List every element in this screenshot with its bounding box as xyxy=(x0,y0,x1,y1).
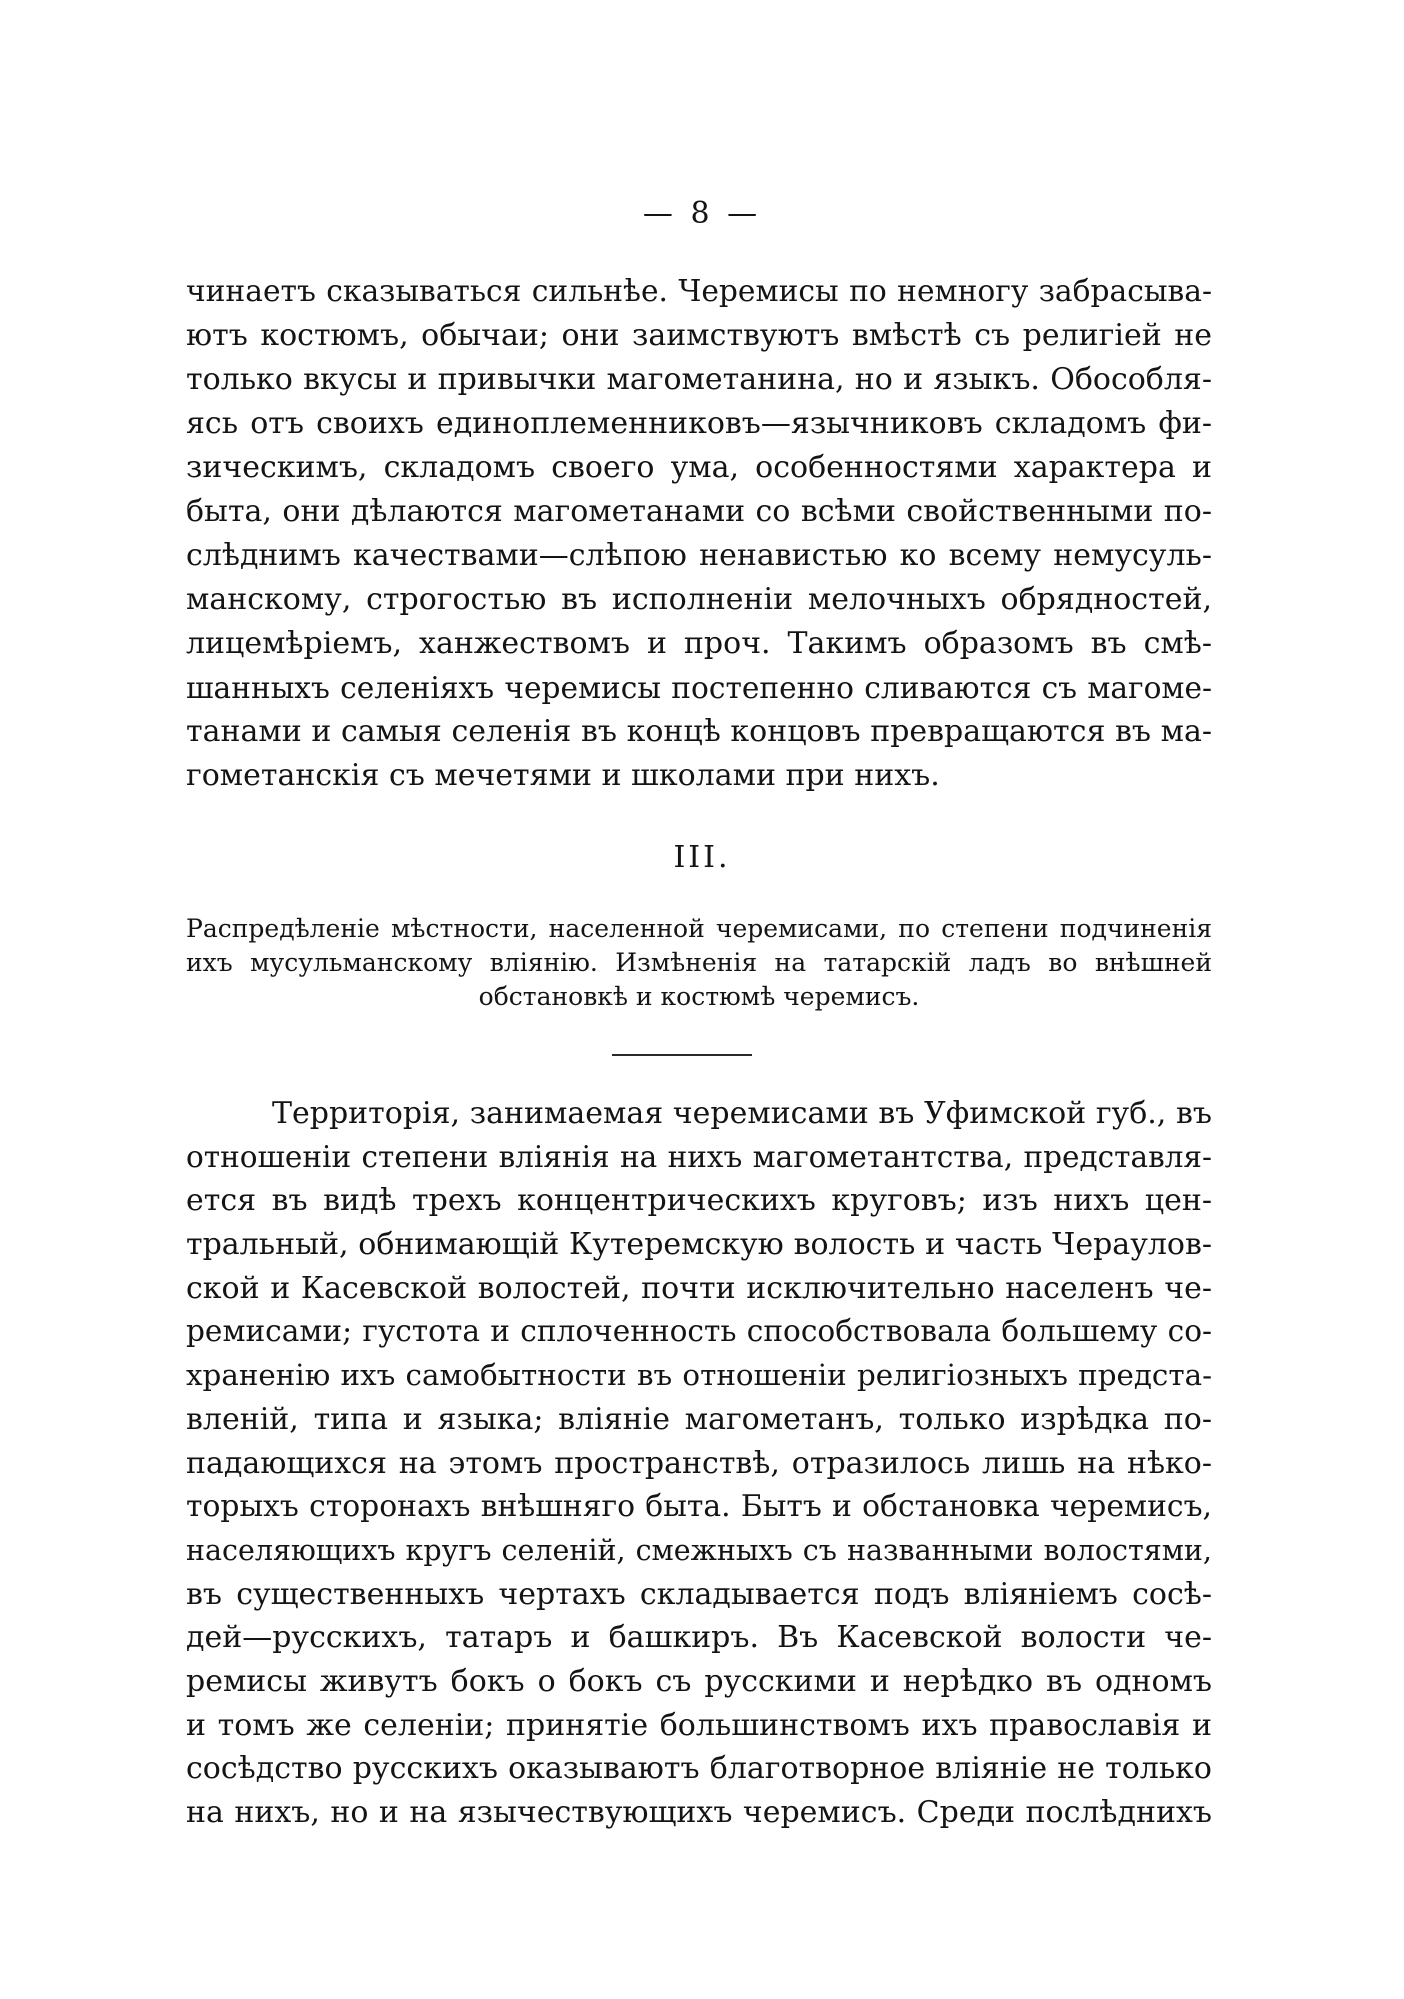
text-line: зическимъ, складомъ своего ума, особенностями характера и xyxy=(186,450,1212,485)
text-line: ской и Касевской волостей, почти исключительно населенъ че- xyxy=(186,1270,1212,1306)
text-line: населяющихъ кругъ селеній, смежныхъ съ названными волостями, xyxy=(186,1533,1212,1567)
text-line: тральный, обнимающій Кутеремскую волость и часть Чераулов- xyxy=(186,1227,1212,1263)
text-line: ютъ костюмъ, обычаи; они заимствуютъ вмѣстѣ съ религіей не xyxy=(186,318,1212,353)
text-line: лицемѣріемъ, ханжествомъ и проч. Такимъ образомъ въ смѣ- xyxy=(186,626,1212,661)
text-line: дей—русскихъ, татаръ и башкиръ. Въ Касевской волости че- xyxy=(186,1620,1212,1656)
paragraph-body xyxy=(186,1092,1212,1835)
text-line: ется въ видѣ трехъ концентрическихъ круговъ; изъ нихъ цен- xyxy=(186,1183,1212,1219)
text-line: торыхъ сторонахъ внѣшняго быта. Бытъ и обстановка черемисъ, xyxy=(186,1489,1212,1525)
text-line: падающихся на этомъ пространствѣ, отразилось лишь на нѣко- xyxy=(186,1445,1212,1481)
heading-line: ихъ мусульманскому вліянію. Измѣненія на татарскій ладъ во внѣшней xyxy=(186,948,1212,977)
text-line: слѣднимъ качествами—слѣпою ненавистью ко всему немусуль- xyxy=(186,538,1212,573)
text-line: сосѣдство русскихъ оказываютъ благотворное вліяніе не только xyxy=(186,1751,1212,1787)
text-line: ремисами; густота и сплоченность способствовала большему со- xyxy=(186,1314,1212,1349)
text-line: на нихъ, но и на язычествующихъ черемисъ. Среди послѣднихъ xyxy=(186,1795,1212,1830)
text-line: и томъ же селеніи; принятіе большинствомъ ихъ православія и xyxy=(186,1707,1212,1743)
section-heading xyxy=(186,912,1212,1014)
text-line: быта, они дѣлаются магометанами со всѣми свойственными по- xyxy=(186,494,1212,529)
text-line: манскому, строгостью въ исполненіи мелочныхъ обрядностей, xyxy=(186,582,1212,617)
text-line: ремисы живутъ бокъ о бокъ съ русскими и нерѣдко въ одномъ xyxy=(186,1663,1212,1699)
page-number: — 8 — xyxy=(642,196,762,231)
text-line: храненію ихъ самобытности въ отношеніи религіозныхъ предста- xyxy=(186,1358,1212,1393)
section-divider xyxy=(612,1054,752,1056)
text-line: ясь отъ своихъ единоплеменниковъ—язычниковъ складомъ фи- xyxy=(186,406,1212,441)
text-line: вленій, типа и языка; вліяніе магометанъ, только изрѣдка по- xyxy=(186,1401,1212,1437)
text-line: только вкусы и привычки магометанина, но и языкъ. Обособля- xyxy=(186,362,1212,397)
text-line: шанныхъ селеніяхъ черемисы постепенно сливаются съ магоме- xyxy=(186,670,1212,705)
heading-line: Распредѣленіе мѣстности, населенной черемисами, по степени подчиненія xyxy=(186,914,1212,943)
text-line: Территорія, занимаемая черемисами въ Уфимской губ., въ xyxy=(272,1096,1212,1131)
heading-line: обстановкѣ и костюмѣ черемисъ. xyxy=(478,982,920,1011)
text-line: гометанскія съ мечетями и школами при нихъ. xyxy=(186,758,940,793)
section-number: III. xyxy=(673,840,731,875)
text-line: танами и самыя селенія въ концѣ концовъ превращаются въ ма- xyxy=(186,714,1212,749)
paragraph-continued xyxy=(186,270,1212,798)
text-line: чинаетъ сказываться сильнѣе. Черемисы по немногу забрасыва- xyxy=(186,274,1212,309)
text-line: отношеніи степени вліянія на нихъ магометантства, представля- xyxy=(186,1139,1212,1174)
text-line: въ существенныхъ чертахъ складывается подъ вліяніемъ сосѣ- xyxy=(186,1576,1212,1612)
